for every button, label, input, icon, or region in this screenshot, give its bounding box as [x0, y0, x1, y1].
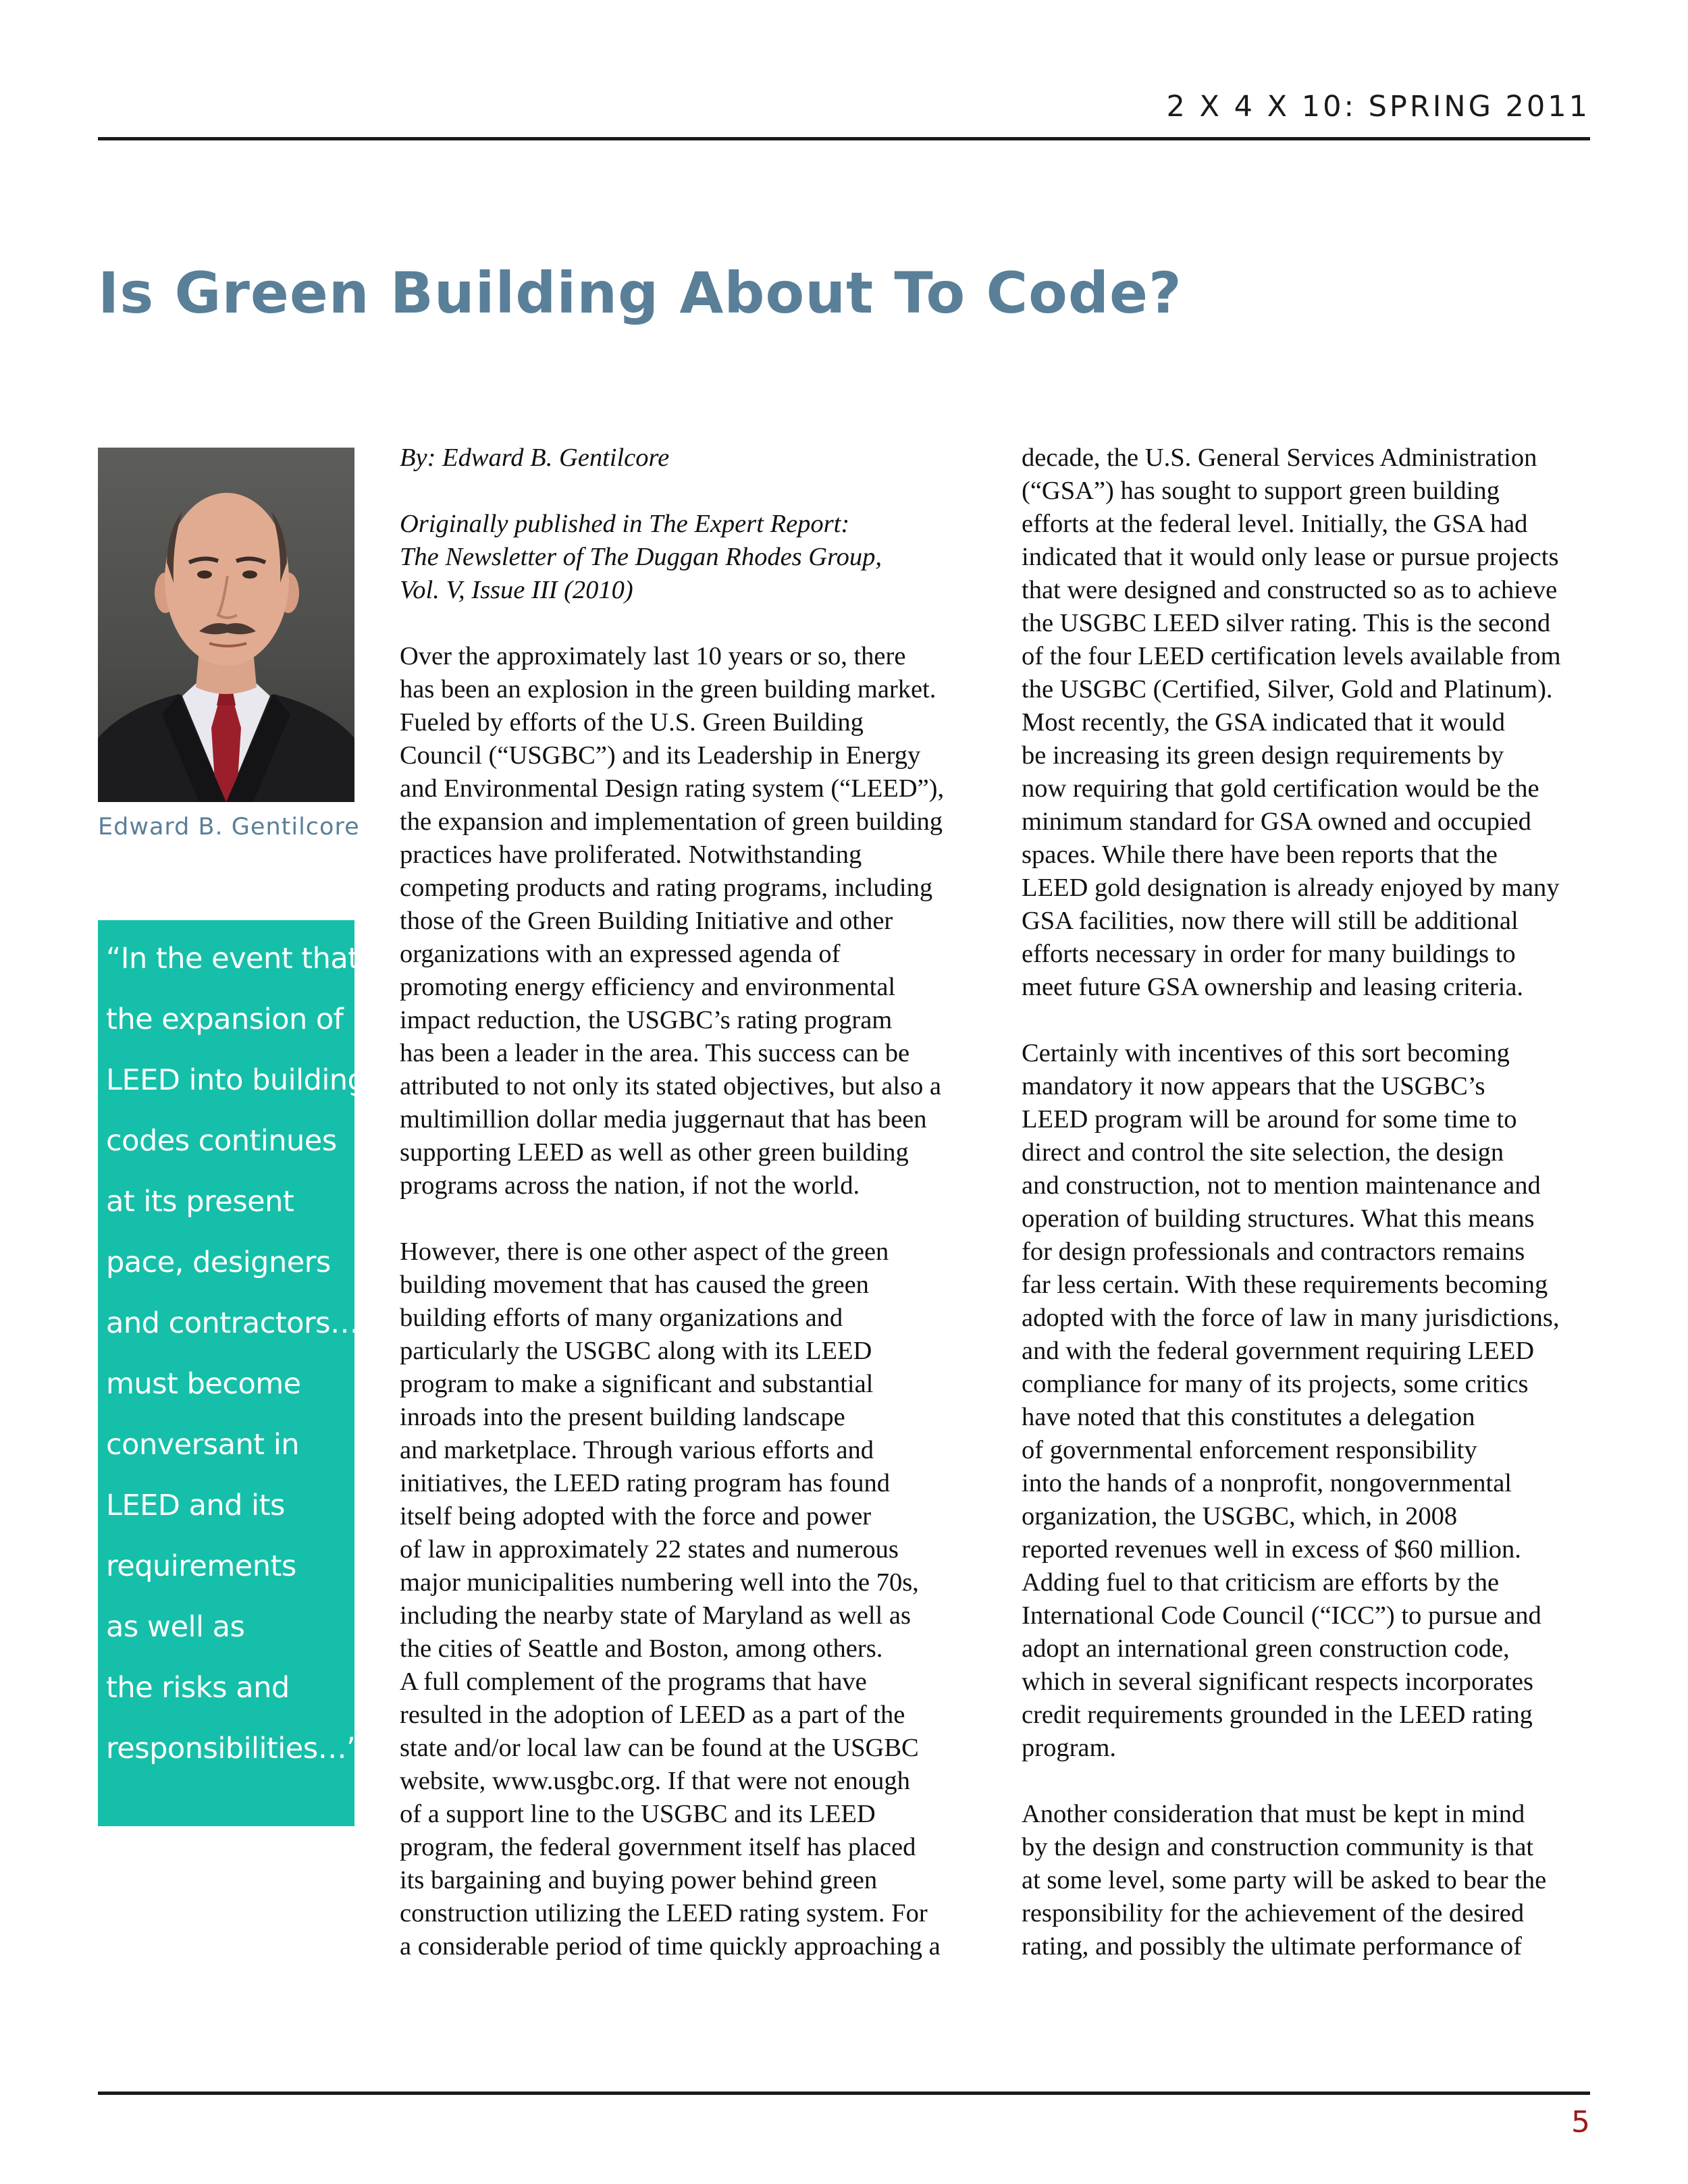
- article-text-line: LEED program will be around for some time to: [1022, 1105, 1517, 1134]
- article-text-line: minimum standard for GSA owned and occupied: [1022, 807, 1531, 836]
- article-text-line: mandatory it now appears that the USGBC’s: [1022, 1072, 1485, 1100]
- article-text-line: efforts necessary in order for many buildings to: [1022, 940, 1516, 968]
- page-number: 5: [1571, 2105, 1590, 2139]
- article-text-line: for design professionals and contractors remains: [1022, 1237, 1525, 1266]
- article-text-line: decade, the U.S. General Services Administration: [1022, 444, 1537, 472]
- article-text-line: website, www.usgbc.org. If that were not enough: [400, 1767, 910, 1795]
- pull-quote-line: conversant in: [106, 1428, 300, 1462]
- pull-quote-line: LEED into building: [106, 1063, 366, 1097]
- article-text-line: the USGBC LEED silver rating. This is the second: [1022, 609, 1551, 637]
- pull-quote-line: at its present: [106, 1185, 294, 1219]
- article-text-line: that were designed and constructed so as to achieve: [1022, 576, 1558, 604]
- article-text-line: International Code Council (“ICC”) to pursue and: [1022, 1601, 1541, 1630]
- article-text-line: have noted that this constitutes a delegation: [1022, 1403, 1475, 1431]
- article-text-line: has been an explosion in the green building market.: [400, 675, 937, 703]
- article-text-line: competing products and rating programs, including: [400, 874, 933, 902]
- article-text-line: (“GSA”) has sought to support green building: [1022, 477, 1500, 505]
- article-text-line: Fueled by efforts of the U.S. Green Building: [400, 708, 864, 737]
- article-text-line: program.: [1022, 1734, 1117, 1762]
- running-header: 2 X 4 X 10: SPRING 2011: [1166, 90, 1590, 124]
- article-text-line: including the nearby state of Maryland as well as: [400, 1601, 911, 1630]
- pull-quote-line: must become: [106, 1367, 301, 1401]
- article-text-line: Adding fuel to that criticism are efforts by the: [1022, 1568, 1500, 1597]
- pull-quote-line: as well as: [106, 1610, 245, 1644]
- article-text-line: itself being adopted with the force and power: [400, 1502, 872, 1530]
- article-text-line: Vol. V, Issue III (2010): [400, 576, 633, 604]
- article-text-line: far less certain. With these requirements becoming: [1022, 1271, 1548, 1299]
- pull-quote-line: codes continues: [106, 1124, 337, 1158]
- author-photo: [98, 448, 354, 802]
- article-text-line: Certainly with incentives of this sort becoming: [1022, 1039, 1510, 1067]
- article-text-line: adopt an international green construction code,: [1022, 1634, 1510, 1663]
- article-text-line: and with the federal government requiring LEED: [1022, 1337, 1535, 1365]
- article-text-line: Another consideration that must be kept in mind: [1022, 1800, 1525, 1828]
- article-text-line: program to make a significant and substantial: [400, 1370, 874, 1398]
- article-text-line: rating, and possibly the ultimate performance of: [1022, 1932, 1522, 1961]
- article-text-line: LEED gold designation is already enjoyed by many: [1022, 874, 1560, 902]
- article-text-line: By: Edward B. Gentilcore: [400, 444, 670, 472]
- article-text-line: promoting energy efficiency and environmental: [400, 973, 896, 1001]
- pull-quote-line: and contractors…: [106, 1306, 359, 1340]
- article-text-line: the expansion and implementation of green building: [400, 807, 943, 836]
- article-text-line: [400, 475, 987, 508]
- article-text-line: The Newsletter of The Duggan Rhodes Group,: [400, 543, 882, 571]
- photo-caption: Edward B. Gentilcore: [98, 814, 360, 841]
- article-text-line: and construction, not to mention maintenance and: [1022, 1171, 1541, 1200]
- article-text-line: compliance for many of its projects, some critics: [1022, 1370, 1529, 1398]
- pull-quote-line: pace, designers: [106, 1246, 331, 1279]
- article-text-line: direct and control the site selection, the design: [1022, 1138, 1504, 1167]
- article-text-line: meet future GSA ownership and leasing criteria.: [1022, 973, 1524, 1001]
- article-text-line: spaces. While there have been reports that the: [1022, 841, 1498, 869]
- article-text-line: which in several significant respects incorporates: [1022, 1668, 1533, 1696]
- header-rule: [98, 137, 1590, 140]
- article-text-line: state and/or local law can be found at the USGBC: [400, 1734, 919, 1762]
- article-text-line: and Environmental Design rating system (“LEED”),: [400, 774, 945, 803]
- article-text-line: building efforts of many organizations and: [400, 1304, 843, 1332]
- article-text-line: Council (“USGBC”) and its Leadership in Energy: [400, 741, 921, 770]
- article-text-line: those of the Green Building Initiative and other: [400, 907, 893, 935]
- article-text-line: credit requirements grounded in the LEED rating: [1022, 1701, 1533, 1729]
- article-text-line: has been a leader in the area. This success can be: [400, 1039, 910, 1067]
- article-text-line: GSA facilities, now there will still be additional: [1022, 907, 1519, 935]
- article-text-line: [1022, 1004, 1602, 1037]
- article-text-line: impact reduction, the USGBC’s rating program: [400, 1006, 893, 1034]
- article-text-line: particularly the USGBC along with its LEED: [400, 1337, 872, 1365]
- pull-quote: [98, 920, 366, 1826]
- article-text-line: attributed to not only its stated objectives, but also a: [400, 1072, 941, 1100]
- article-text-line: practices have proliferated. Notwithstanding: [400, 841, 862, 869]
- pull-quote-line: “In the event that: [106, 942, 359, 976]
- article-text-line: [400, 607, 987, 640]
- article-text-line: [1022, 1765, 1602, 1798]
- pull-quote-line: the expansion of: [106, 1003, 344, 1036]
- article-text-line: supporting LEED as well as other green building: [400, 1138, 909, 1167]
- article-text-line: program, the federal government itself has placed: [400, 1833, 916, 1861]
- article-text-line: organizations with an expressed agenda of: [400, 940, 841, 968]
- article-text-line: operation of building structures. What this means: [1022, 1204, 1535, 1233]
- article-text-line: of the four LEED certification levels available from: [1022, 642, 1561, 670]
- article-text-line: of governmental enforcement responsibility: [1022, 1436, 1477, 1464]
- article-text-line: and marketplace. Through various efforts and: [400, 1436, 874, 1464]
- article-text-line: its bargaining and buying power behind green: [400, 1866, 878, 1894]
- article-text-line: at some level, some party will be asked to bear the: [1022, 1866, 1547, 1894]
- page-title: Is Green Building About To Code?: [98, 260, 1182, 326]
- article-text-line: into the hands of a nonprofit, nongovernmental: [1022, 1469, 1512, 1497]
- pull-quote-line: the risks and: [106, 1671, 290, 1705]
- article-text-line: [400, 1202, 987, 1235]
- article-text-line: major municipalities numbering well into the 70s,: [400, 1568, 919, 1597]
- article-text-line: inroads into the present building landscape: [400, 1403, 845, 1431]
- article-text-line: Originally published in The Expert Report:: [400, 510, 850, 538]
- footer-rule: [98, 2092, 1590, 2095]
- article-text-line: be increasing its green design requirements by: [1022, 741, 1504, 770]
- article-text-line: of a support line to the USGBC and its LEED: [400, 1800, 876, 1828]
- article-column-right: [1022, 442, 1602, 1963]
- article-text-line: responsibility for the achievement of the desired: [1022, 1899, 1525, 1927]
- article-text-line: by the design and construction community is that: [1022, 1833, 1534, 1861]
- article-text-line: organization, the USGBC, which, in 2008: [1022, 1502, 1458, 1530]
- article-text-line: the USGBC (Certified, Silver, Gold and Platinum).: [1022, 675, 1553, 703]
- article-text-line: programs across the nation, if not the world.: [400, 1171, 860, 1200]
- article-text-line: Most recently, the GSA indicated that it would: [1022, 708, 1506, 737]
- article-text-line: efforts at the federal level. Initially, the GSA had: [1022, 510, 1528, 538]
- article-text-line: multimillion dollar media juggernaut that has been: [400, 1105, 927, 1134]
- article-column-middle: [400, 442, 987, 1963]
- article-text-line: building movement that has caused the green: [400, 1271, 869, 1299]
- article-text-line: However, there is one other aspect of the green: [400, 1237, 889, 1266]
- article-text-line: construction utilizing the LEED rating system. For: [400, 1899, 928, 1927]
- article-text-line: Over the approximately last 10 years or so, there: [400, 642, 906, 670]
- article-text-line: initiatives, the LEED rating program has found: [400, 1469, 890, 1497]
- article-text-line: of law in approximately 22 states and numerous: [400, 1535, 899, 1564]
- article-text-line: reported revenues well in excess of $60 million.: [1022, 1535, 1521, 1564]
- article-text-line: A full complement of the programs that have: [400, 1668, 867, 1696]
- pull-quote-line: requirements: [106, 1549, 296, 1583]
- article-text-line: the cities of Seattle and Boston, among others.: [400, 1634, 883, 1663]
- pull-quote-line: responsibilities…”: [106, 1732, 361, 1765]
- article-text-line: indicated that it would only lease or pursue projects: [1022, 543, 1559, 571]
- article-text-line: resulted in the adoption of LEED as a part of the: [400, 1701, 905, 1729]
- article-text-line: adopted with the force of law in many jurisdictions,: [1022, 1304, 1560, 1332]
- article-text-line: a considerable period of time quickly approaching a: [400, 1932, 941, 1961]
- pull-quote-line: LEED and its: [106, 1489, 285, 1522]
- article-text-line: now requiring that gold certification would be the: [1022, 774, 1539, 803]
